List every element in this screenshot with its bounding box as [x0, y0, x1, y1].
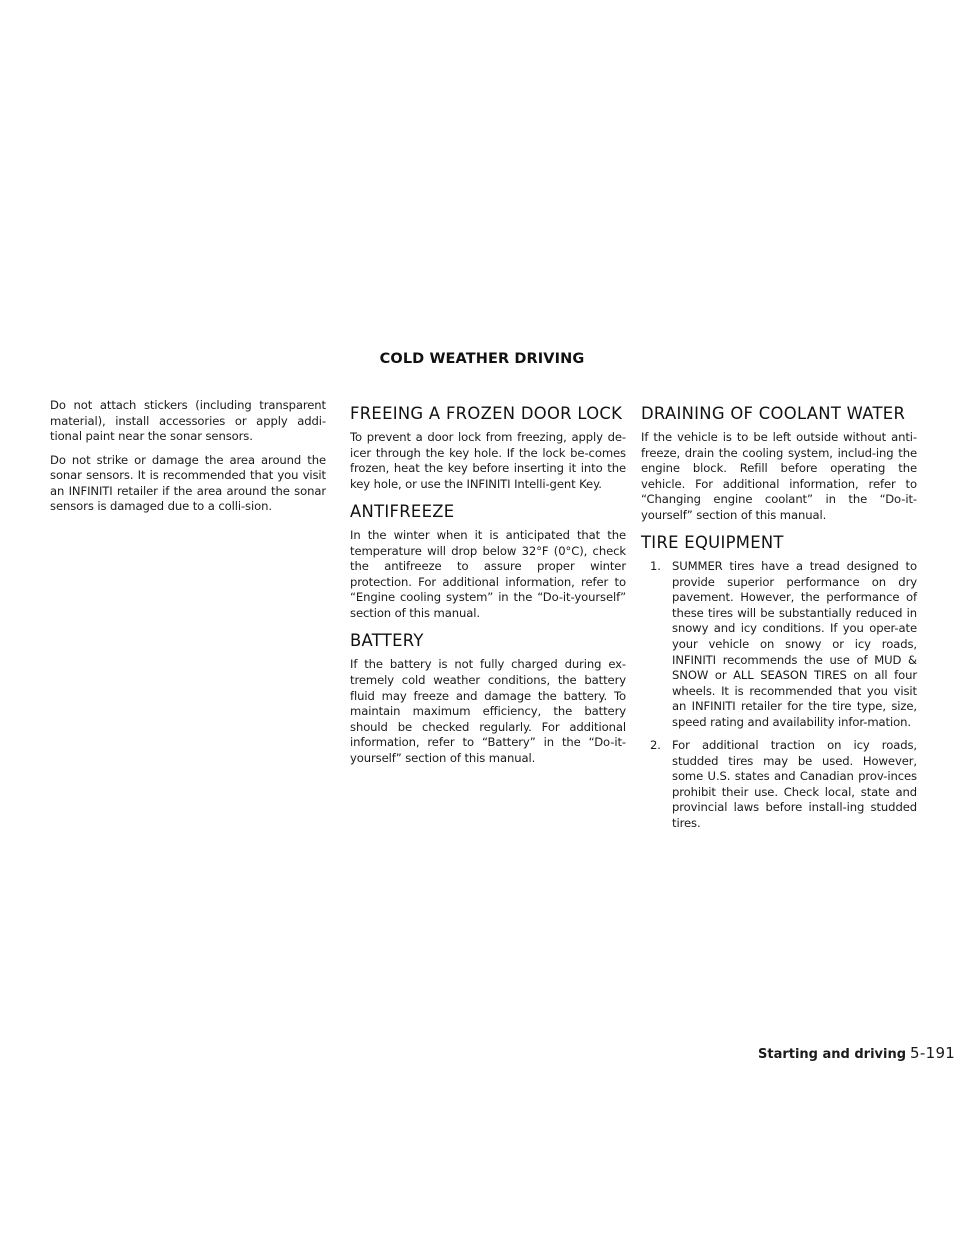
sonar-damage-paragraph: Do not strike or damage the area around the sonar sensors. It is recommended that you visit an INFINITI retailer if the area around the sonar sensors is damaged due to a colli-sion.	[50, 452, 326, 514]
list-item-text: For additional traction on icy roads, studded tires may be used. However, some U.S. states and Canadian prov-inces prohibit their use. Check local, state and provincial laws before install-ing studded tires.	[672, 738, 917, 831]
coolant-paragraph: If the vehicle is to be left outside without anti-freeze, drain the cooling system, includ-ing the engine block. Refill before operating the vehicle. For additional information, refer to “Changing engine coolant” in the “Do-it-yourself” section of this manual.	[641, 430, 917, 522]
column-left	[50, 398, 326, 523]
tire-list	[641, 559, 917, 831]
battery-paragraph: If the battery is not fully charged during ex-tremely cold weather conditions, the battery fluid may freeze and damage the battery. To maintain maximum efficiency, the battery should be checked regularly. For additional information, refer to “Battery” in the “Do-it-yourself” section of this manual.	[350, 657, 626, 765]
column-right	[641, 398, 917, 840]
list-item	[641, 559, 917, 730]
page-footer	[758, 1044, 956, 1062]
battery-heading: BATTERY	[350, 631, 424, 651]
frozen-door-lock-paragraph: To prevent a door lock from freezing, apply de-icer through the key hole. If the lock be-comes frozen, heat the key before inserting it into the key hole, or use the INFINITI Intelli-gent Key.	[350, 430, 626, 491]
antifreeze-paragraph: In the winter when it is anticipated that the temperature will drop below 32°F (0°C), check the antifreeze to assure proper winter protection. For additional information, refer to “Engine cooling system” in the “Do-it-yourself” section of this manual.	[350, 528, 626, 620]
coolant-heading: DRAINING OF COOLANT WATER	[641, 404, 906, 423]
column-middle	[350, 398, 626, 774]
list-item-number: 1.	[650, 559, 661, 574]
sonar-stickers-paragraph: Do not attach stickers (including transparent material), install accessories or apply addi-tional paint near the sonar sensors.	[50, 398, 326, 444]
list-item	[641, 738, 917, 831]
page-number: 5-191	[910, 1044, 956, 1062]
antifreeze-heading: ANTIFREEZE	[350, 502, 455, 522]
footer-section-name: Starting and driving	[758, 1047, 907, 1062]
list-item-text: SUMMER tires have a tread designed to provide superior performance on dry pavement. However, the performance of these tires will be substantially reduced in snowy and icy conditions. If you oper-ate your vehicle on snowy or icy roads, INFINITI recommends the use of MUD & SNOW or ALL SEASON TIRES on all four wheels. It is recommended that you visit an INFINITI retailer for the tire type, size, speed rating and availability infor-mation.	[672, 559, 917, 729]
list-item-number: 2.	[650, 738, 661, 753]
section-header: COLD WEATHER DRIVING	[379, 351, 585, 367]
tire-equipment-heading: TIRE EQUIPMENT	[641, 533, 784, 553]
frozen-door-lock-heading: FREEING A FROZEN DOOR LOCK	[350, 404, 623, 423]
